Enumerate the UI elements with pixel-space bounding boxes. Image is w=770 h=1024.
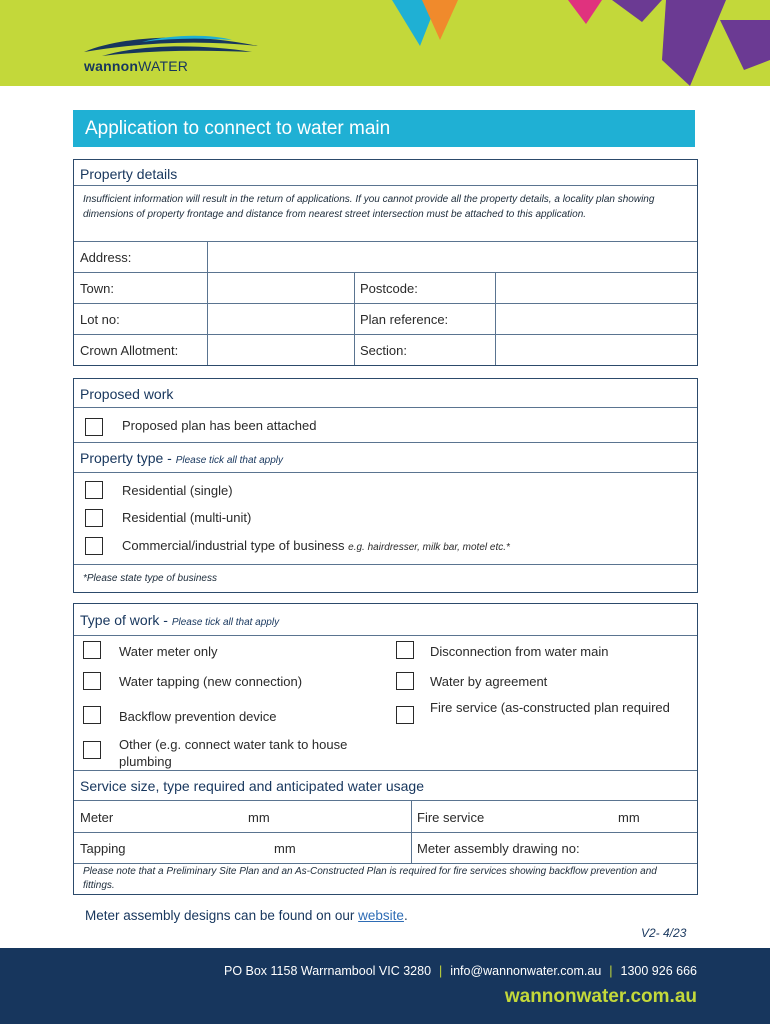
- footer: [0, 948, 770, 1024]
- meter-size-field[interactable]: [134, 801, 244, 831]
- postcode-field[interactable]: [496, 273, 697, 303]
- town-field[interactable]: [208, 273, 354, 303]
- water-tapping-label: Water tapping (new connection): [119, 674, 303, 689]
- crown-allotment-field[interactable]: [208, 335, 354, 365]
- header-banner: [0, 0, 770, 86]
- lot-label: Lot no:: [80, 312, 120, 327]
- footer-address: PO Box 1158 Warrnambool VIC 3280: [223, 964, 432, 978]
- plan-reference-field[interactable]: [496, 304, 697, 334]
- website-link[interactable]: website: [358, 908, 404, 923]
- disconnection-checkbox[interactable]: [396, 641, 414, 659]
- type-of-work-heading: Type of work - Please tick all that apply: [80, 612, 280, 628]
- other-work-label: Other (e.g. connect water tank to house plumbing: [119, 737, 348, 769]
- footer-contact: PO Box 1158 Warrnambool VIC 3280 | info@wannonwater.com.au | 1300 926 666: [223, 964, 697, 978]
- version-label: V2- 4/23: [641, 926, 687, 940]
- water-tapping-checkbox[interactable]: [83, 672, 101, 690]
- residential-single-label: Residential (single): [122, 483, 233, 498]
- meter-drawing-field[interactable]: [604, 833, 697, 863]
- brand-wordmark: wannonWATER: [84, 58, 189, 74]
- footer-email[interactable]: info@wannonwater.com.au: [450, 964, 602, 978]
- backflow-label: Backflow prevention device: [119, 709, 277, 724]
- plan-reference-label: Plan reference:: [360, 312, 449, 327]
- backflow-checkbox[interactable]: [83, 706, 101, 724]
- proposed-work-heading: Proposed work: [80, 386, 174, 402]
- meter-designs-note: Meter assembly designs can be found on our website.: [85, 908, 408, 923]
- property-details-note: Insufficient information will result in the return of applications. If you cannot provide all the property details, a locality plan showing dimensions of property frontage and distance from nearest street intersection must be attached to this application.: [83, 194, 655, 220]
- decorative-chevrons-icon: [380, 0, 770, 86]
- form-title: Application to connect to water main: [85, 118, 391, 139]
- fire-service-unit: mm: [618, 810, 640, 825]
- fire-service-note: Please note that a Preliminary Site Plan and an As-Constructed Plan is required for fire services showing backflow prevention and fittings.: [83, 866, 657, 891]
- town-label: Town:: [80, 281, 114, 296]
- commercial-label: Commercial/industrial type of business e.g. hairdresser, milk bar, motel etc.*: [122, 538, 510, 553]
- fire-service-size-field[interactable]: [514, 801, 614, 831]
- residential-single-checkbox[interactable]: [85, 481, 103, 499]
- fire-service-checkbox[interactable]: [396, 706, 414, 724]
- section-field[interactable]: [496, 335, 697, 365]
- property-details-heading: Property details: [80, 166, 178, 182]
- crown-allotment-label: Crown Allotment:: [80, 343, 179, 358]
- wave-logo-icon: [82, 30, 262, 60]
- service-size-heading: Service size, type required and anticipated water usage: [80, 778, 424, 794]
- meter-unit: mm: [248, 810, 270, 825]
- residential-multi-label: Residential (multi-unit): [122, 510, 252, 525]
- address-label: Address:: [80, 250, 132, 265]
- footer-website[interactable]: wannonwater.com.au: [504, 986, 697, 1007]
- property-details-section: [73, 159, 698, 366]
- plan-attached-checkbox[interactable]: [85, 418, 103, 436]
- commercial-checkbox[interactable]: [85, 537, 103, 555]
- business-type-footnote: *Please state type of business: [83, 573, 217, 584]
- postcode-label: Postcode:: [360, 281, 418, 296]
- property-type-heading: Property type - Please tick all that apply: [80, 450, 283, 466]
- water-agreement-checkbox[interactable]: [396, 672, 414, 690]
- tapping-size-field[interactable]: [134, 833, 270, 863]
- type-of-work-section: [73, 603, 698, 895]
- tapping-unit: mm: [274, 841, 296, 856]
- fire-service-size-label: Fire service: [417, 810, 485, 825]
- section-label: Section:: [360, 343, 407, 358]
- address-field[interactable]: [208, 242, 697, 272]
- fire-service-label: Fire service (as-constructed plan required: [430, 700, 670, 715]
- meter-label: Meter: [80, 810, 114, 825]
- water-agreement-label: Water by agreement: [430, 674, 548, 689]
- lot-field[interactable]: [208, 304, 354, 334]
- proposed-work-section: [73, 378, 698, 593]
- footer-phone: 1300 926 666: [620, 964, 697, 978]
- residential-multi-checkbox[interactable]: [85, 509, 103, 527]
- plan-attached-label: Proposed plan has been attached: [122, 418, 317, 433]
- water-meter-label: Water meter only: [119, 644, 218, 659]
- other-work-checkbox[interactable]: [83, 741, 101, 759]
- meter-drawing-label: Meter assembly drawing no:: [417, 841, 580, 856]
- water-meter-checkbox[interactable]: [83, 641, 101, 659]
- form-title-bar: [73, 110, 695, 147]
- tapping-label: Tapping: [80, 841, 126, 856]
- disconnection-label: Disconnection from water main: [430, 644, 609, 659]
